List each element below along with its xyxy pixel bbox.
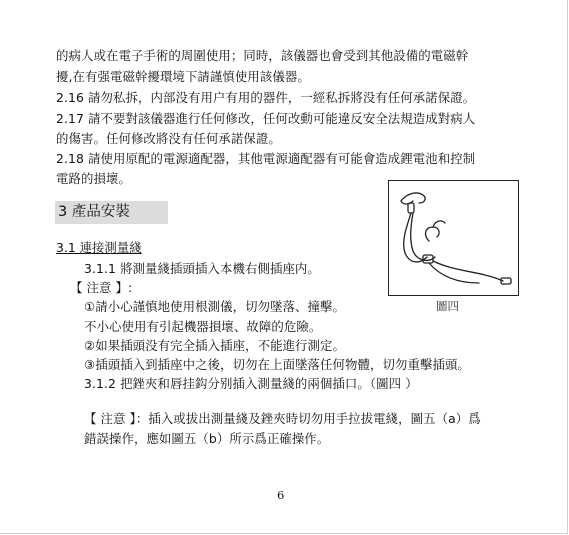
paragraph-2-18: 2.18 請使用原配的電源適配器，其他電源適配器有可能會造成鋰電池和控制 — [56, 151, 476, 166]
section-heading: 3 產品安裝 — [55, 201, 168, 224]
figure-frame — [388, 180, 519, 296]
note-paragraph-line-2: 錯誤操作，應如圖五（b）所示爲正確操作。 — [84, 431, 330, 446]
paragraph-2-18-cont: 電路的損壞。 — [56, 171, 131, 186]
paragraph-2-17-cont: 的傷害。任何修改將没有任何承諾保證。 — [56, 131, 281, 146]
paragraph-2-16: 2.16 請勿私拆，内部没有用户有用的器件，一經私拆將没有任何承諾保證。 — [56, 90, 476, 105]
note-item-1-cont: 不小心使用有引起機器損壞、故障的危險。 — [84, 319, 322, 334]
paragraph-line-2: 擾,在有强電磁幹擾環境下請謹慎使用該儀器。 — [56, 69, 310, 84]
paragraph-2-17: 2.17 請不要對該儀器進行任何修改，任何改動可能違反安全法規造成對病人 — [56, 111, 476, 126]
note-item-3: ③插頭插入到插座中之後，切勿在上面墜落任何物體，切勿重擊插頭。 — [84, 357, 470, 372]
note-paragraph-line-1: 【 注意 】：插入或拔出測量綫及銼夾時切勿用手拉拔電綫，圖五（a）爲 — [84, 411, 481, 426]
note-label: 【 注意 】: — [70, 280, 133, 295]
note-item-1: ①請小心謹慎地使用根測儀，切勿墜落、撞擊。 — [84, 299, 346, 314]
step-3-1-1: 3.1.1 將測量綫插頭插入本機右側插座内。 — [84, 261, 320, 276]
page-number: 6 — [277, 488, 285, 502]
figure-caption: 圖四 — [436, 299, 459, 313]
paragraph-line-1: 的病人或在電子手術的周圍使用；同時，該儀器也會受到其他設備的電磁幹 — [56, 48, 469, 63]
note-item-2: ②如果插頭没有完全插入插座，不能進行測定。 — [84, 338, 346, 353]
step-3-1-2: 3.1.2 把銼夾和唇挂鈎分别插入測量綫的兩個插口。（圖四 ） — [84, 376, 418, 391]
subsection-heading: 3.1 連接測量綫 — [56, 240, 142, 255]
measuring-cable-icon — [389, 181, 518, 295]
